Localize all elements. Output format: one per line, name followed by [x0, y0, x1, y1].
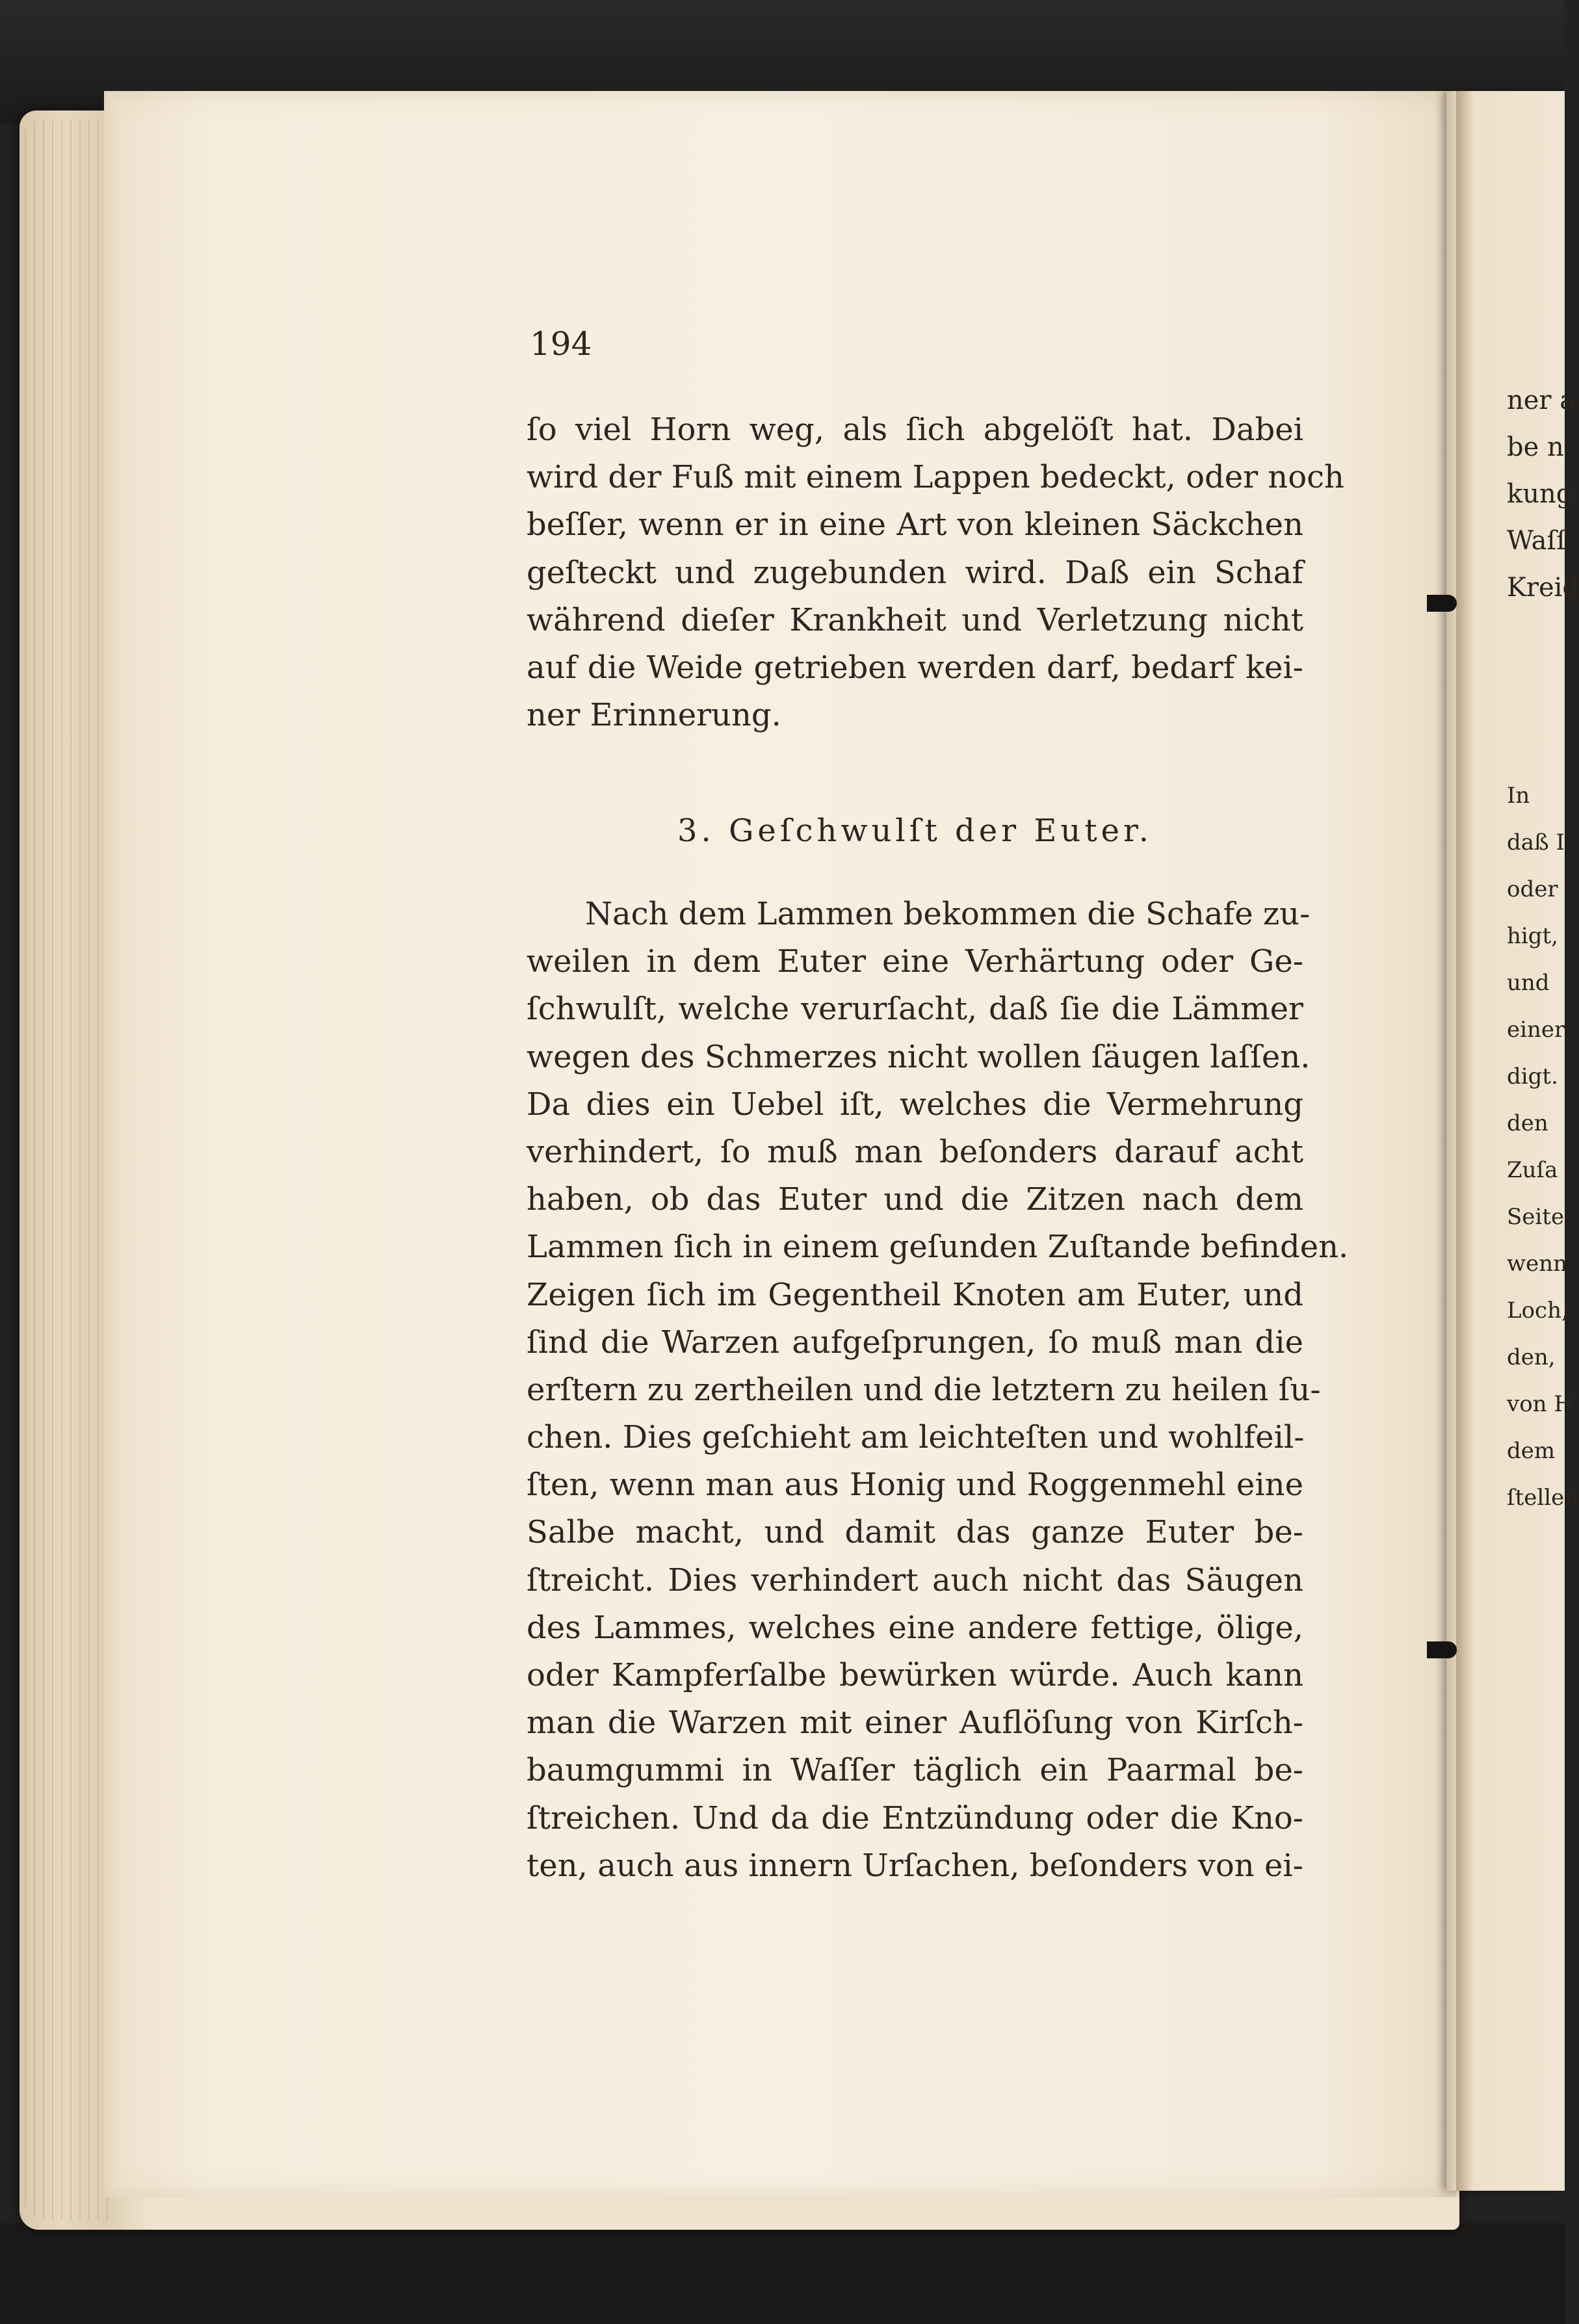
- text-line: oder Kampferſalbe bewürken würde. Auch kann: [527, 1657, 1303, 1693]
- text-line: wird der Fuß mit einem Lappen bedeckt, oder noch: [527, 459, 1344, 496]
- neighbor-line: ſtellen: [1507, 1485, 1579, 1511]
- text-line: chen. Dies geſchieht am leichteſten und wohlfeil-: [527, 1419, 1305, 1456]
- text-line: ſind die Warzen aufgeſprungen, ſo muß man die: [527, 1324, 1303, 1361]
- text-line: ner Erinnerung.: [527, 697, 781, 734]
- neighbor-line: Zuſa: [1507, 1157, 1558, 1183]
- text-line: ſo viel Horn weg, als ſich abgelöſt hat. Dabei: [527, 411, 1303, 448]
- neighbor-line: Kreid: [1507, 573, 1579, 603]
- text-line: während dieſer Krankheit und Verletzung nicht: [527, 601, 1303, 638]
- text-line: ſchwulſt, welche verurſacht, daß ſie die Lämmer: [527, 991, 1303, 1028]
- text-line: ſtreichen. Und da die Entzündung oder die Kno-: [527, 1799, 1303, 1836]
- text-line: ten, auch aus innern Urſachen, beſonders von ei-: [527, 1847, 1303, 1884]
- page-clip-top: [1427, 595, 1457, 612]
- text-line: geſteckt und zugebunden wird. Daß ein Schaf: [527, 554, 1303, 591]
- neighbor-line: ner a: [1507, 385, 1576, 415]
- neighbor-line: Loch,: [1507, 1298, 1569, 1324]
- text-line: baumgummi in Waſſer täglich ein Paarmal be-: [527, 1752, 1303, 1789]
- text-line: weilen in dem Euter eine Verhärtung oder Ge-: [527, 943, 1303, 980]
- text-line: erſtern zu zertheilen und die letztern zu heilen ſu-: [527, 1371, 1321, 1408]
- text-line: wegen des Schmerzes nicht wollen ſäugen laſſen.: [527, 1038, 1311, 1075]
- neighbor-line: einer: [1507, 1017, 1565, 1043]
- neighbor-line: digt.: [1507, 1064, 1558, 1090]
- neighbor-page-text-top: [1507, 377, 1579, 611]
- text-line: auf die Weide getrieben werden darf, bedarf kei-: [527, 649, 1303, 686]
- neighbor-line: Seite: [1507, 1204, 1565, 1230]
- page-number: 194: [530, 325, 592, 363]
- text-line: ſten, wenn man aus Honig und Roggenmehl eine: [527, 1467, 1303, 1504]
- neighbor-line: den,: [1507, 1344, 1556, 1370]
- neighbor-line: oder: [1507, 876, 1558, 902]
- text-line: man die Warzen mit einer Auflöſung von Kirſch-: [527, 1704, 1303, 1742]
- right-page-edge: [1456, 91, 1473, 2191]
- neighbor-line: dem: [1507, 1438, 1556, 1464]
- background-bottom: [0, 2223, 1565, 2324]
- text-line: beſſer, wenn er in eine Art von kleinen Säckchen: [527, 506, 1303, 543]
- text-line: haben, ob das Euter und die Zitzen nach dem: [527, 1181, 1303, 1218]
- neighbor-line: be n: [1507, 432, 1564, 462]
- text-line: Lammen ſich in einem geſunden Zuſtande befinden.: [527, 1229, 1349, 1266]
- paragraph-continuation: [527, 406, 1344, 739]
- neighbor-line: In: [1507, 783, 1530, 809]
- neighbor-line: daß I: [1507, 829, 1565, 855]
- section-heading: 3. Geſchwulſt der Euter.: [677, 813, 1153, 849]
- page-edges: [25, 120, 116, 2220]
- text-line: Da dies ein Uebel iſt, welches die Vermehrung: [527, 1086, 1303, 1123]
- text-line: Zeigen ſich im Gegentheil Knoten am Euter, und: [527, 1276, 1303, 1313]
- text-line: Salbe macht, und damit das ganze Euter be-: [527, 1514, 1303, 1551]
- neighbor-line: Waſſ: [1507, 526, 1567, 556]
- text-line: Nach dem Lammen bekommen die Schafe zu-: [585, 896, 1311, 932]
- neighbor-line: den: [1507, 1110, 1548, 1136]
- neighbor-line: wenn: [1507, 1251, 1568, 1277]
- text-line: ſtreicht. Dies verhindert auch nicht das Säugen: [527, 1561, 1303, 1599]
- paragraph-section-3: [527, 891, 1349, 1890]
- neighbor-line: kung: [1507, 479, 1573, 509]
- text-line: des Lammes, welches eine andere fettige, ölige,: [527, 1609, 1303, 1646]
- text-line: verhindert, ſo muß man beſonders darauf acht: [527, 1133, 1303, 1170]
- neighbor-line: von H: [1507, 1391, 1574, 1417]
- page-clip-bottom: [1427, 1641, 1457, 1658]
- neighbor-line: und: [1507, 970, 1550, 996]
- neighbor-page-text-bottom: [1507, 772, 1579, 1521]
- neighbor-line: higt,: [1507, 923, 1559, 949]
